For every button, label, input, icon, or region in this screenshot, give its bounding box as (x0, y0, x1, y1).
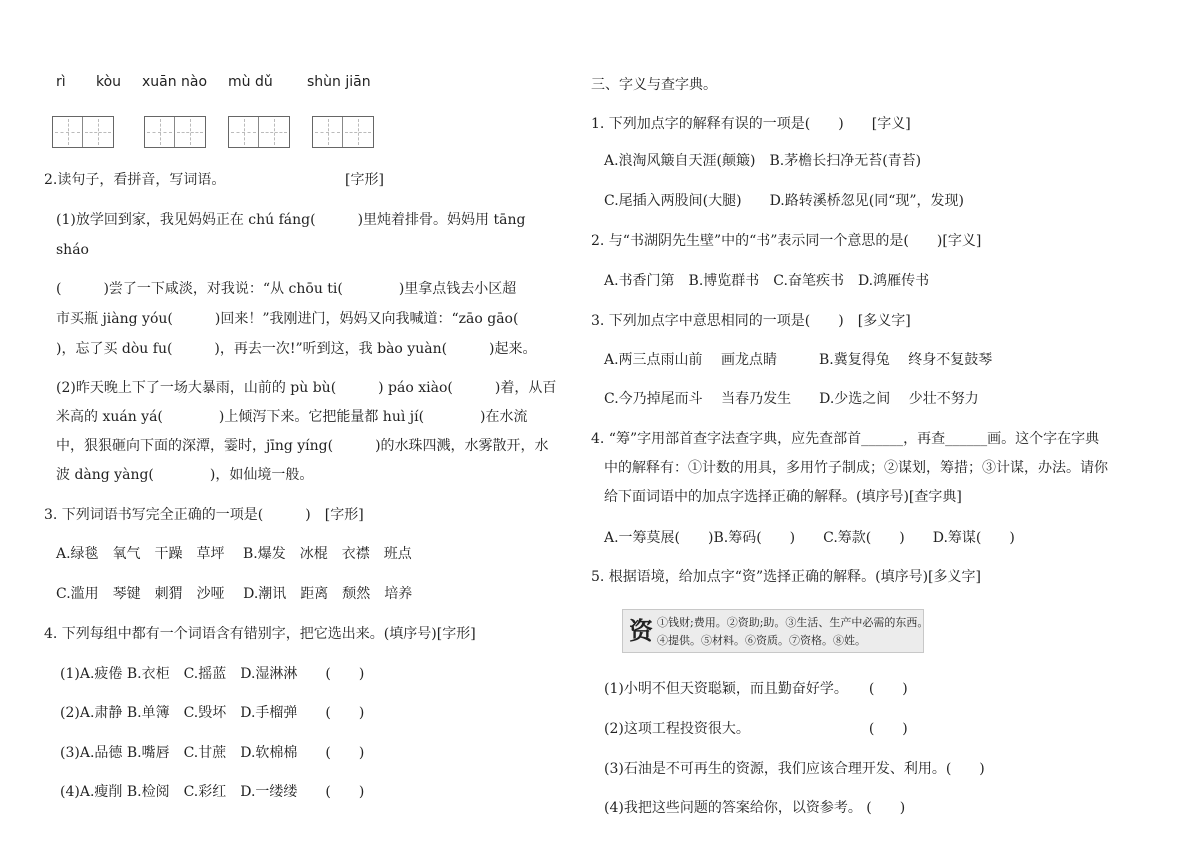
writing-grid-1[interactable] (52, 116, 114, 148)
section-title: 三、字义与查字典。 (591, 77, 717, 93)
pinyin-5: shùn jiān (307, 74, 371, 90)
dictionary-line-1: ①钱财;费用。②资助;助。③生活、生产中必需的东西。 (657, 616, 929, 629)
q3-options-ab: A.绿毯 氧气 干躁 草坪 B.爆发 冰棍 衣襟 班点 (56, 546, 412, 562)
q2-p1-line5: )，忘了买 dòu fu( )，再去一次!”听到这，我 bào yuàn( )起来。 (56, 341, 537, 357)
r-q5-item-2: (2)这项工程投资很大。 ( ) (604, 721, 908, 737)
q4-item-4: (4)A.瘦削 B.检阅 C.彩红 D.一缕缕 ( ) (60, 784, 365, 800)
r-q3-options-ab: A.两三点雨山前 画龙点睛 B.冀复得兔 终身不复鼓琴 (604, 352, 993, 368)
grid-cell (145, 117, 175, 147)
q4-item-2: (2)A.肃静 B.单簿 C.毁坏 D.手榴弹 ( ) (60, 705, 365, 721)
q4-item-3: (3)A.品德 B.嘴唇 C.甘蔗 D.软棉棉 ( ) (60, 745, 365, 761)
pinyin-1: rì (56, 74, 66, 90)
r-q1-title: 1. 下列加点字的解释有误的一项是( ) [字义] (591, 116, 911, 132)
q4-item-1: (1)A.疲倦 B.衣柜 C.摇蓝 D.湿淋淋 ( ) (60, 666, 365, 682)
r-q1-options-ab: A.浪淘风簸自天涯(颠簸) B.茅檐长扫净无苔(青苔) (604, 153, 922, 169)
r-q3-title: 3. 下列加点字中意思相同的一项是( ) [多义字] (591, 313, 911, 329)
dictionary-headword: 资 (629, 616, 653, 645)
grid-cell (229, 117, 259, 147)
r-q5-item-4: (4)我把这些问题的答案给你，以资参考。 ( ) (604, 800, 906, 816)
pinyin-3: xuān nào (142, 74, 208, 90)
q2-p1-line4: 市买瓶 jiàng yóu( )回来！”我刚进门，妈妈又向我喊道：“zāo gāo( (56, 311, 519, 327)
grid-cell (313, 117, 343, 147)
q3-options-cd: C.滥用 琴键 刺猬 沙哑 D.潮讯 距离 颓然 培养 (56, 586, 413, 602)
r-q4-line3: 给下面词语中的加点字选择正确的解释。(填序号)[查字典] (604, 489, 962, 505)
q2-p2-line4: 波 dàng yàng( )，如仙境一般。 (56, 467, 314, 483)
dictionary-entry-box (622, 609, 929, 653)
grid-cell (175, 117, 205, 147)
r-q2-title: 2. 与“书湖阴先生壁”中的“书”表示同一个意思的是( )[字义] (591, 233, 982, 249)
writing-grid-2[interactable] (144, 116, 206, 148)
q2-p1-line2: sháo (56, 242, 89, 258)
q2-p1-line3: ( )尝了一下咸淡，对我说：“从 chōu ti( )里拿点钱去小区超 (56, 281, 517, 297)
writing-grid-3[interactable] (228, 116, 290, 148)
r-q5-item-1: (1)小明不但天资聪颖，而且勤奋好学。 ( ) (604, 681, 908, 697)
r-q4-line2: 中的解释有：①计数的用具，多用竹子制成；②谋划，筹措；③计谋，办法。请你 (604, 460, 1108, 476)
r-q1-options-cd: C.尾插入两股间(大腿) D.路转溪桥忽见(同“现”，发现) (604, 193, 964, 209)
q2-tag: [字形] (345, 172, 384, 188)
writing-grid-4[interactable] (312, 116, 374, 148)
grid-cell (83, 117, 113, 147)
r-q4-line1: 4. “筹”字用部首查字法查字典，应先查部首______，再查______画。这个字在字典 (591, 431, 1100, 447)
grid-cell (53, 117, 83, 147)
grid-cell (343, 117, 373, 147)
pinyin-4: mù dǔ (228, 74, 273, 90)
r-q3-options-cd: C.今乃掉尾而斗 当春乃发生 D.少选之间 少壮不努力 (604, 391, 979, 407)
q2-p2-line3: 中，狠狠砸向下面的深潭，霎时，jīng yíng( )的水珠四溅，水雾散开，水 (56, 438, 549, 454)
grid-cell (259, 117, 289, 147)
r-q2-options: A.书香门第 B.博览群书 C.奋笔疾书 D.鸿雁传书 (604, 273, 930, 289)
q2-p2-line1: (2)昨天晚上下了一场大暴雨，山前的 pù bù( ) páo xiào( )着，从百 (56, 380, 557, 396)
r-q5-title: 5. 根据语境，给加点字“资”选择正确的解释。(填序号)[多义字] (591, 569, 981, 585)
r-q4-options: A.一筹莫展( )B.筹码( ) C.筹款( ) D.筹谋( ) (604, 530, 1015, 546)
q2-title: 2.读句子，看拼音，写词语。 (44, 172, 226, 188)
pinyin-2: kòu (96, 74, 122, 90)
q4-title: 4. 下列每组中都有一个词语含有错别字，把它选出来。(填序号)[字形] (44, 626, 476, 642)
r-q5-item-3: (3)石油是不可再生的资源，我们应该合理开发、利用。( ) (604, 761, 985, 777)
q3-title: 3. 下列词语书写完全正确的一项是( ) [字形] (44, 507, 364, 523)
q2-p2-line2: 米高的 xuán yá( )上倾泻下来。它把能量都 huì jí( )在水流 (56, 409, 528, 425)
dictionary-line-2: ④提供。⑤材料。⑥资质。⑦资格。⑧姓。 (657, 634, 866, 647)
q2-p1-line1: (1)放学回到家，我见妈妈正在 chú fáng( )里炖着排骨。妈妈用 tāng (56, 212, 526, 228)
